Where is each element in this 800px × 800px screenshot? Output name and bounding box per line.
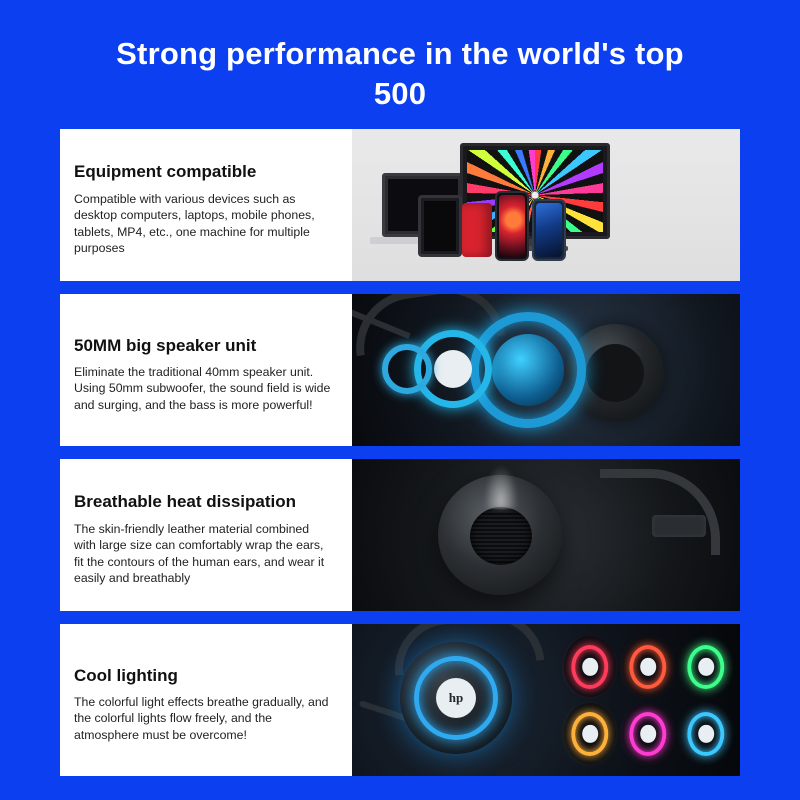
phone-red-icon: [462, 203, 492, 257]
breathable-earcup-image: [352, 459, 740, 611]
phone-blue-icon: [532, 199, 566, 261]
tablet-icon: [418, 195, 462, 257]
lighting-swatch-grid: [564, 636, 732, 764]
feature-card-list: [60, 129, 740, 776]
feature-title: Breathable heat dissipation: [74, 492, 296, 512]
headband-arm-icon: [600, 469, 720, 555]
speaker-unit-image: [352, 294, 740, 446]
feature-description: The colorful light effects breathe gradually, and the colorful lights flow freely, and the atmosphere must be overcome!: [74, 695, 329, 742]
feature-description: Compatible with various devices such as desktop computers, laptops, mobile phones, tablets, MP4, etc., one machine for multiple purposes: [74, 191, 315, 255]
feature-card-text: [60, 294, 352, 446]
page-title: Strong performance in the world's top 500: [116, 36, 684, 111]
feature-title: Cool lighting: [74, 665, 178, 685]
devices-image: [352, 129, 740, 281]
lighting-swatch: [564, 636, 616, 697]
lighting-swatch: [564, 703, 616, 764]
feature-card-text: [60, 459, 352, 611]
feature-card: [60, 129, 740, 281]
lighting-swatch: [680, 703, 732, 764]
feature-card-text: [60, 624, 352, 776]
feature-card-text: [60, 129, 352, 281]
brand-logo: hp: [436, 678, 476, 718]
phone-black-icon: [495, 191, 529, 261]
feature-card: [60, 624, 740, 776]
feature-card: [60, 294, 740, 446]
feature-title: Equipment compatible: [74, 162, 257, 182]
feature-title: 50MM big speaker unit: [74, 335, 257, 355]
headband-slider-icon: [652, 515, 706, 537]
cool-lighting-image: [352, 624, 740, 776]
lighting-swatch: [622, 636, 674, 697]
steam-icon: [484, 465, 518, 509]
feature-description: Eliminate the traditional 40mm speaker unit. Using 50mm subwoofer, the sound field is wide and surging, and the bass is more powerful!: [74, 365, 331, 412]
lighting-swatch: [622, 703, 674, 764]
feature-card: [60, 459, 740, 611]
driver-diaphragm-icon: [492, 334, 564, 406]
feature-description: The skin-friendly leather material combined with large size can comfortably wrap the ears, fit the contours of the human ears, and wear it easily and breathably: [74, 521, 325, 585]
driver-small-ring-icon: [382, 344, 432, 394]
lighting-swatch: [680, 636, 732, 697]
mesh-fabric-icon: [470, 507, 532, 565]
